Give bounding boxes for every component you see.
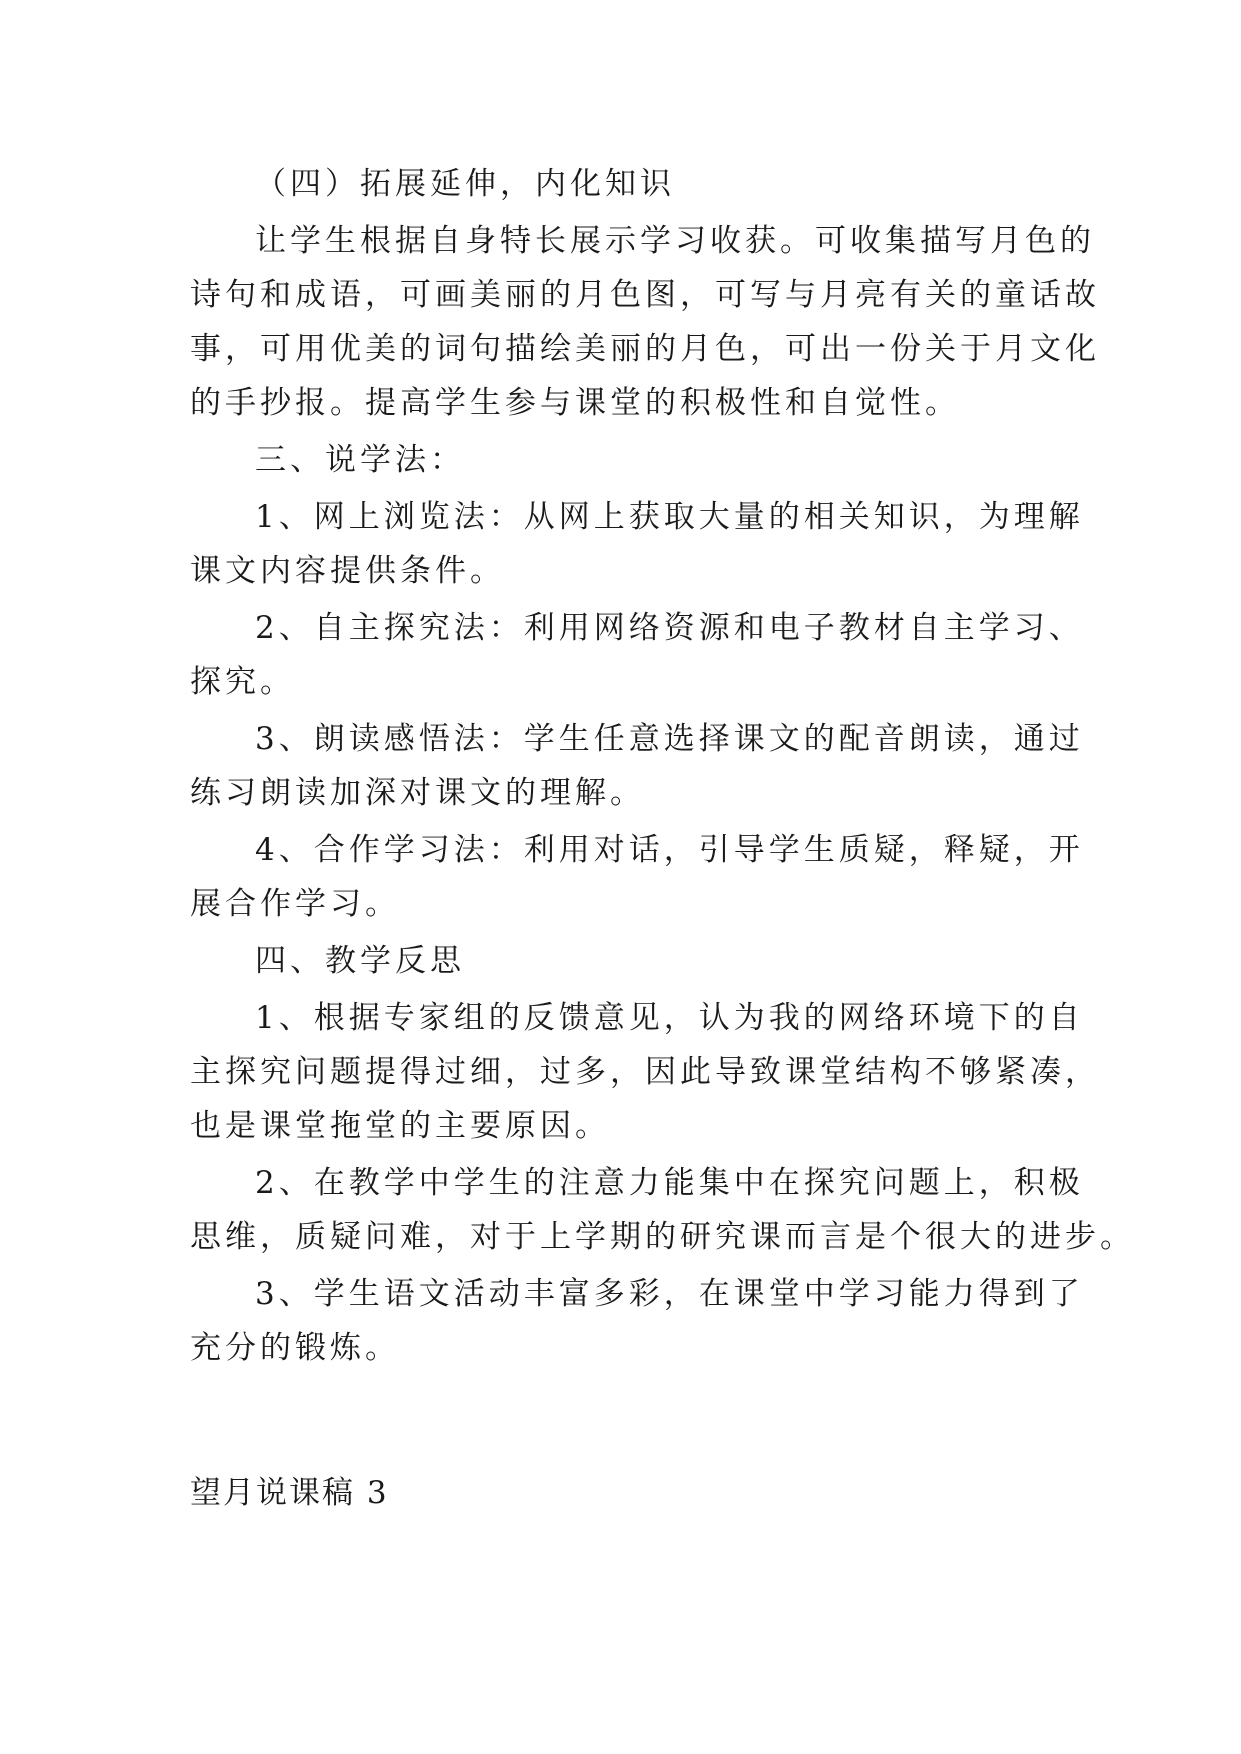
- paragraph-line: 也是课堂拖堂的主要原因。: [190, 1108, 610, 1144]
- paragraph-line: 1、根据专家组的反馈意见，认为我的网络环境下的自: [255, 1000, 1084, 1036]
- paragraph-line: 2、自主探究法：利用网络资源和电子教材自主学习、: [255, 610, 1084, 646]
- section-heading-reflection: 四、教学反思: [255, 943, 465, 979]
- paragraph-line: 2、在教学中学生的注意力能集中在探究问题上，积极: [255, 1165, 1084, 1201]
- paragraph-line: 展合作学习。: [190, 886, 400, 922]
- paragraph-line: 3、朗读感悟法：学生任意选择课文的配音朗读，通过: [255, 721, 1084, 757]
- paragraph-line: 的手抄报。提高学生参与课堂的积极性和自觉性。: [190, 385, 960, 421]
- paragraph-line: 3、学生语文活动丰富多彩，在课堂中学习能力得到了: [255, 1276, 1084, 1312]
- paragraph-line: 探究。: [190, 664, 295, 700]
- next-document-title: 望月说课稿 3: [190, 1475, 389, 1511]
- paragraph-line: 事，可用优美的词句描绘美丽的月色，可出一份关于月文化: [190, 331, 1100, 367]
- section-heading-learning-methods: 三、说学法：: [255, 442, 465, 478]
- paragraph-line: 主探究问题提得过细，过多，因此导致课堂结构不够紧凑，: [190, 1054, 1100, 1090]
- paragraph-line: 诗句和成语，可画美丽的月色图，可写与月亮有关的童话故: [190, 277, 1100, 313]
- section-heading-extension: （四）拓展延伸，内化知识: [255, 166, 675, 202]
- paragraph-line: 充分的锻炼。: [190, 1330, 400, 1366]
- paragraph-line: 练习朗读加深对课文的理解。: [190, 775, 645, 811]
- paragraph-line: 课文内容提供条件。: [190, 553, 505, 589]
- paragraph-line: 4、合作学习法：利用对话，引导学生质疑，释疑，开: [255, 832, 1084, 868]
- paragraph-line: 1、网上浏览法：从网上获取大量的相关知识，为理解: [255, 499, 1084, 535]
- paragraph-line: 让学生根据自身特长展示学习收获。可收集描写月色的: [255, 223, 1095, 259]
- paragraph-line: 思维，质疑问难，对于上学期的研究课而言是个很大的进步。: [190, 1219, 1135, 1255]
